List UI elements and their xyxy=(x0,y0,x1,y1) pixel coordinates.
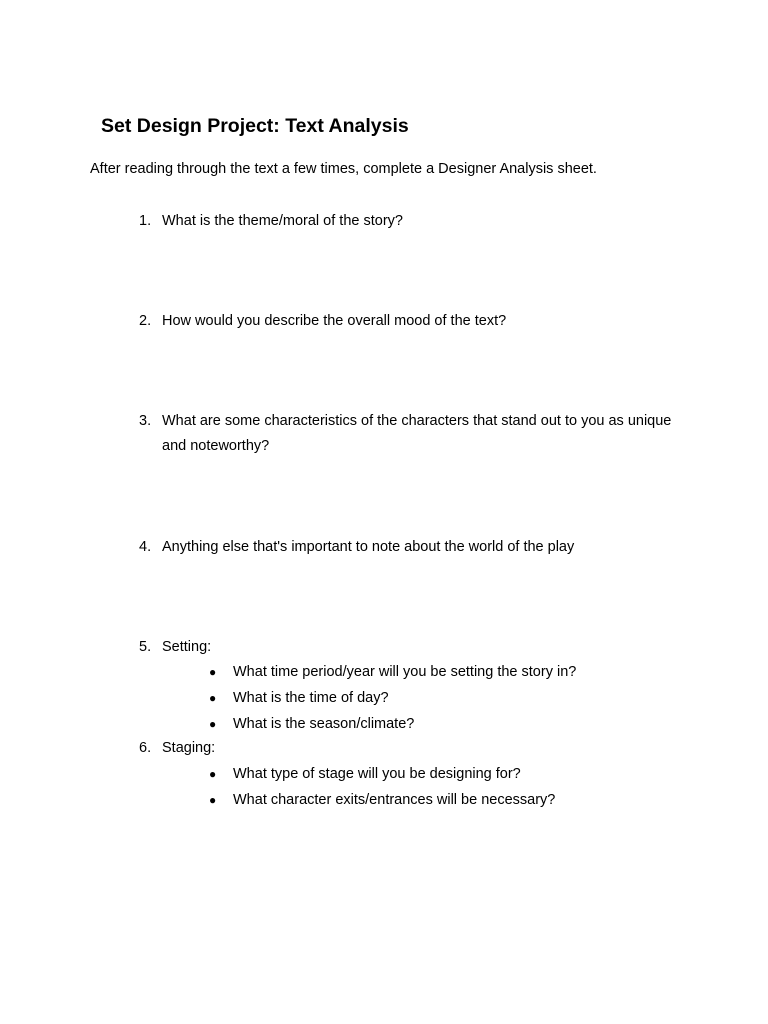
bullet-text: What type of stage will you be designing for? xyxy=(233,766,521,782)
question-text: How would you describe the overall mood of the text? xyxy=(162,313,507,329)
bullet-text: What character exits/entrances will be necessary? xyxy=(233,792,556,808)
bullet-text: What is the season/climate? xyxy=(233,716,415,732)
question-number: 3. xyxy=(139,413,152,429)
question-number: 5. xyxy=(139,639,152,655)
bullet-icon: ● xyxy=(209,665,217,679)
question-text: Staging: xyxy=(162,740,216,756)
question-number: 2. xyxy=(139,313,152,329)
bullet-icon: ● xyxy=(209,793,217,807)
bullet-icon: ● xyxy=(209,717,217,731)
bullet-text: What time period/year will you be setting the story in? xyxy=(233,664,577,680)
question-text: Anything else that's important to note about the world of the play xyxy=(162,539,575,555)
question-text: Setting: xyxy=(162,639,212,655)
bullet-icon: ● xyxy=(209,767,217,781)
question-number: 4. xyxy=(139,539,152,555)
question-number: 1. xyxy=(139,213,152,229)
question-text: What are some characteristics of the characters that stand out to you as unique and noteworthy? xyxy=(162,413,672,454)
bullet-text: What is the time of day? xyxy=(233,690,389,706)
question-text: What is the theme/moral of the story? xyxy=(162,213,403,229)
bullet-icon: ● xyxy=(209,691,217,705)
question-number: 6. xyxy=(139,740,152,756)
intro-paragraph: After reading through the text a few times, complete a Designer Analysis sheet. xyxy=(90,161,597,177)
document-title: Set Design Project: Text Analysis xyxy=(101,115,409,137)
